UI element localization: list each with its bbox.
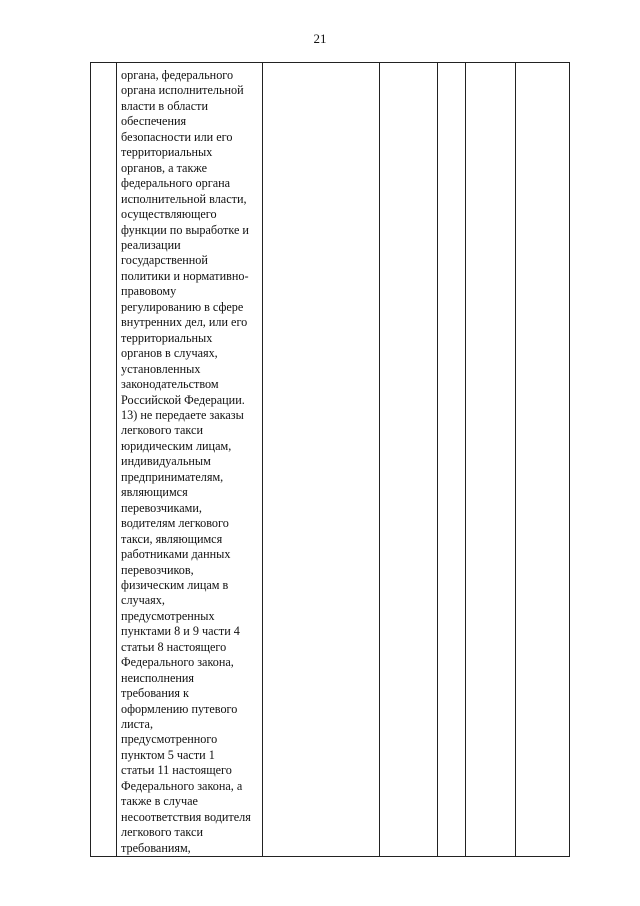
text-line: государственной	[121, 253, 208, 268]
text-line: органов, а также	[121, 160, 208, 175]
text-line: такси, являющимся	[121, 531, 223, 546]
table-cell-empty	[515, 63, 569, 857]
text-line: предпринимателям,	[121, 469, 224, 484]
text-line: федерального органа	[121, 176, 231, 191]
text-line: территориальных	[121, 330, 213, 345]
text-line: внутренних дел, или его	[121, 315, 248, 330]
text-line: также в случае	[121, 794, 198, 809]
text-line: безопасности или его	[121, 129, 233, 144]
text-line: органа, федерального	[121, 68, 234, 82]
table-cell-number	[91, 63, 117, 857]
text-line: исполнительной власти,	[121, 191, 247, 206]
text-line: несоответствия водителя	[121, 809, 251, 824]
text-line: законодательством	[121, 377, 219, 392]
text-line: физическим лицам в	[121, 577, 229, 592]
text-line: юридическим лицам,	[121, 438, 232, 453]
text-line: власти в области	[121, 98, 208, 113]
text-line: органа исполнительной	[121, 83, 244, 98]
table-cell-empty	[263, 63, 379, 857]
text-line: водителям легкового	[121, 516, 229, 531]
text-line: статьи 11 настоящего	[121, 763, 232, 778]
text-line: случаях,	[121, 593, 165, 608]
text-line: неисполнения	[121, 670, 195, 685]
text-line: пунктом 5 части 1	[121, 747, 215, 762]
text-line: статьи 8 настоящего	[121, 639, 227, 654]
text-line: 13) не передаете заказы	[121, 407, 244, 422]
document-table	[90, 62, 570, 857]
text-line: регулированию в сфере	[121, 299, 244, 314]
text-line: являющимся	[121, 485, 188, 500]
text-line: предусмотренного	[121, 732, 218, 747]
table-cell-empty	[379, 63, 437, 857]
text-line: функции по выработке и	[121, 222, 249, 237]
text-line: территориальных	[121, 145, 213, 160]
text-line: органов в случаях,	[121, 346, 218, 361]
text-line: обеспечения	[121, 114, 187, 129]
text-line: установленных	[121, 361, 201, 376]
text-line: политики и нормативно-	[121, 268, 249, 283]
text-line: перевозчиков,	[121, 562, 194, 577]
text-line: требования к	[121, 686, 189, 701]
text-line: оформлению путевого	[121, 701, 238, 716]
table-cell-requirements	[117, 63, 263, 857]
text-line: легкового такси	[121, 423, 203, 438]
text-line: требованиям,	[121, 840, 191, 855]
table-cell-empty	[437, 63, 465, 857]
text-line: предусмотренных	[121, 608, 215, 623]
text-line: пунктами 8 и 9 части 4	[121, 624, 240, 639]
text-line: осуществляющего	[121, 207, 217, 222]
table-cell-empty	[465, 63, 515, 857]
text-line: Российской Федерации.	[121, 392, 245, 407]
page-number: 21	[313, 31, 327, 46]
text-line: легкового такси	[121, 825, 203, 840]
text-line: Федерального закона, а	[121, 778, 243, 793]
text-line: правовому	[121, 284, 177, 299]
table-row	[91, 63, 570, 857]
text-line: индивидуальным	[121, 454, 211, 469]
text-line: работниками данных	[121, 547, 231, 562]
requirements-text	[117, 63, 262, 856]
text-line: листа,	[121, 717, 153, 732]
text-line: реализации	[121, 237, 181, 252]
text-line: перевозчиками,	[121, 500, 202, 515]
text-line: Федерального закона,	[121, 655, 234, 670]
